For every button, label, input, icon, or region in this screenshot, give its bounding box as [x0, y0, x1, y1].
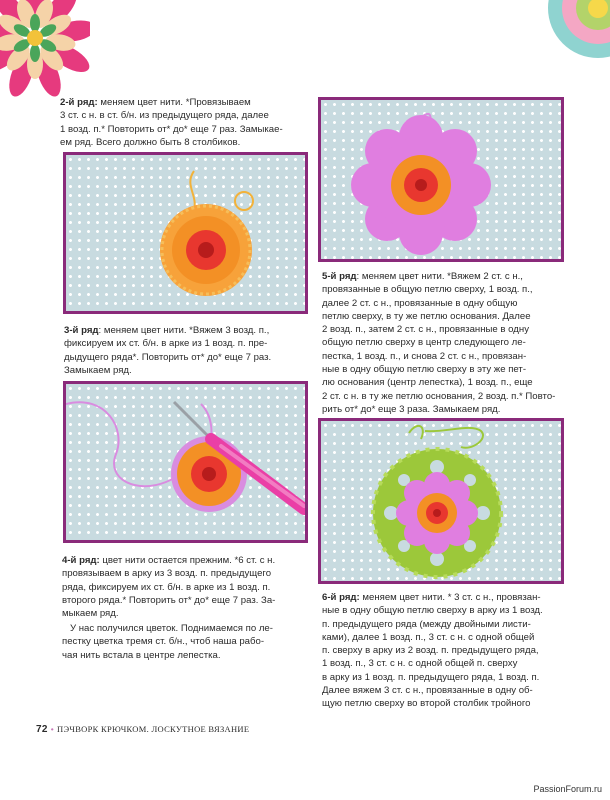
row6-line: меняем цвет нити. * 3 ст. с н., провязан- [362, 592, 541, 603]
row4-heading: 4-й ряд: [62, 555, 100, 566]
row4-paragraph [62, 554, 310, 620]
row4-line: цвет нити остается прежним. *6 ст. с н. [102, 555, 276, 566]
watermark: PassionForum.ru [533, 784, 602, 794]
row4-line: второго ряда.* Повторить от* до* еще 7 раз. За- [62, 594, 276, 606]
row2-line: 3 ст. с н. в ст. б/н. из предыдущего ряда, далее [60, 110, 269, 122]
row5-line: : меняем цвет нити. *Вяжем 2 ст. с н., [356, 271, 523, 282]
row2-line: ем ряд. Всего должно быть 8 столбиков. [60, 136, 241, 148]
photo-row2-motif [63, 152, 308, 314]
row6-line: в арку из 1 возд. п. предыдущего ряда, 1 возд. п. [322, 671, 540, 683]
photo-row5-green-ring [318, 418, 564, 584]
row3-line: фиксируем их ст. б/н. в арке из 1 возд. п. пре- [64, 338, 268, 350]
book-title: ПЭЧВОРК КРЮЧКОМ. ЛОСКУТНОЕ ВЯЗАНИЕ [57, 724, 250, 734]
row5-heading: 5-й ряд [322, 271, 357, 282]
row3-heading: 3-й ряд [64, 325, 99, 336]
row4-line: ряда, фиксируем их ст. б/н. в арке из 1 возд. п. [62, 581, 271, 593]
row2-line: меняем цвет нити. *Провязываем [100, 97, 251, 108]
photo-row4-flower [318, 97, 564, 262]
row5-line: провязанные в общую петлю сверху, 1 возд. п., [322, 284, 533, 296]
page-footer [36, 724, 249, 735]
row5-line: 2 ст. с н. в ту же петлю основания, 2 возд. п.* Повто- [322, 390, 556, 402]
row4-note [62, 622, 310, 662]
photo-row3-motif-with-hook [63, 381, 308, 543]
row4-note-line: чая нить встала в центре лепестка. [62, 649, 221, 661]
row4-line: мыкаем ряд. [62, 608, 119, 620]
page-number: 72 [36, 724, 48, 735]
row4-line: провязываем в арку из 3 возд. п. предыдущего [62, 568, 272, 580]
footer-separator: • [50, 724, 55, 734]
row6-heading: 6-й ряд: [322, 592, 360, 603]
row3-line: Замыкаем ряд. [64, 364, 132, 376]
row4-note-line: У нас получился цветок. Поднимаемся по ле- [70, 623, 273, 634]
row5-line: общую петлю сверху в центр следующего ле- [322, 337, 526, 349]
row3-line: : меняем цвет нити. *Вяжем 3 возд. п., [98, 325, 270, 336]
row2-heading: 2-й ряд: [60, 97, 98, 108]
row5-line: 2 возд. п., затем 2 ст. с н., провязанные в одну [322, 324, 530, 336]
row5-paragraph [322, 270, 566, 416]
corner-flower-left-decoration [0, 0, 90, 100]
row6-line: 1 возд. п., 3 ст. с н. с одной общей п. сверху [322, 658, 518, 670]
row3-paragraph [64, 324, 310, 377]
row5-line: ные в одну общую петлю сверху в эту же пет- [322, 364, 527, 376]
row5-line: лю основания (центр лепестка), 1 возд. п., еще [322, 377, 533, 389]
row6-line: п. сверху в арку из 2 возд. п. предыдущего ряда, [322, 645, 539, 657]
row6-line: ками), далее 1 возд. п., 3 ст. с н. с одной общей [322, 631, 535, 643]
row2-line: 1 возд. п.* Повторить от* до* еще 7 раз. Замыкае- [60, 123, 283, 135]
row6-paragraph [322, 591, 566, 711]
row5-line: петлю сверху, в ту же петлю основания. Далее [322, 310, 531, 322]
row5-line: пестка, 1 возд. п., и снова 2 ст. с н., провязан- [322, 350, 527, 362]
row6-line: п. предыдущего ряда (между двойными листи- [322, 618, 531, 630]
row3-line: дыдущего ряда*. Повторить от* до* еще 7 раз. [64, 351, 272, 363]
row4-note-line: пестку цветка тремя ст. б/н., чтоб наша рабо- [62, 636, 265, 648]
row6-line: щую петлю сверху во второй столбик тройного [322, 698, 531, 710]
row6-line: ные в одну общую петлю сверху в арку из 1 возд. [322, 605, 543, 617]
row2-paragraph [60, 96, 308, 149]
row5-line: рить от* до* еще 3 раза. Замыкаем ряд. [322, 403, 501, 415]
row5-line: далее 2 ст. с н., провязанные в одну общую [322, 297, 518, 309]
row6-line: Далее вяжем 3 ст. с н., провязанные в одну об- [322, 685, 533, 697]
corner-flower-right-decoration [540, 0, 610, 60]
